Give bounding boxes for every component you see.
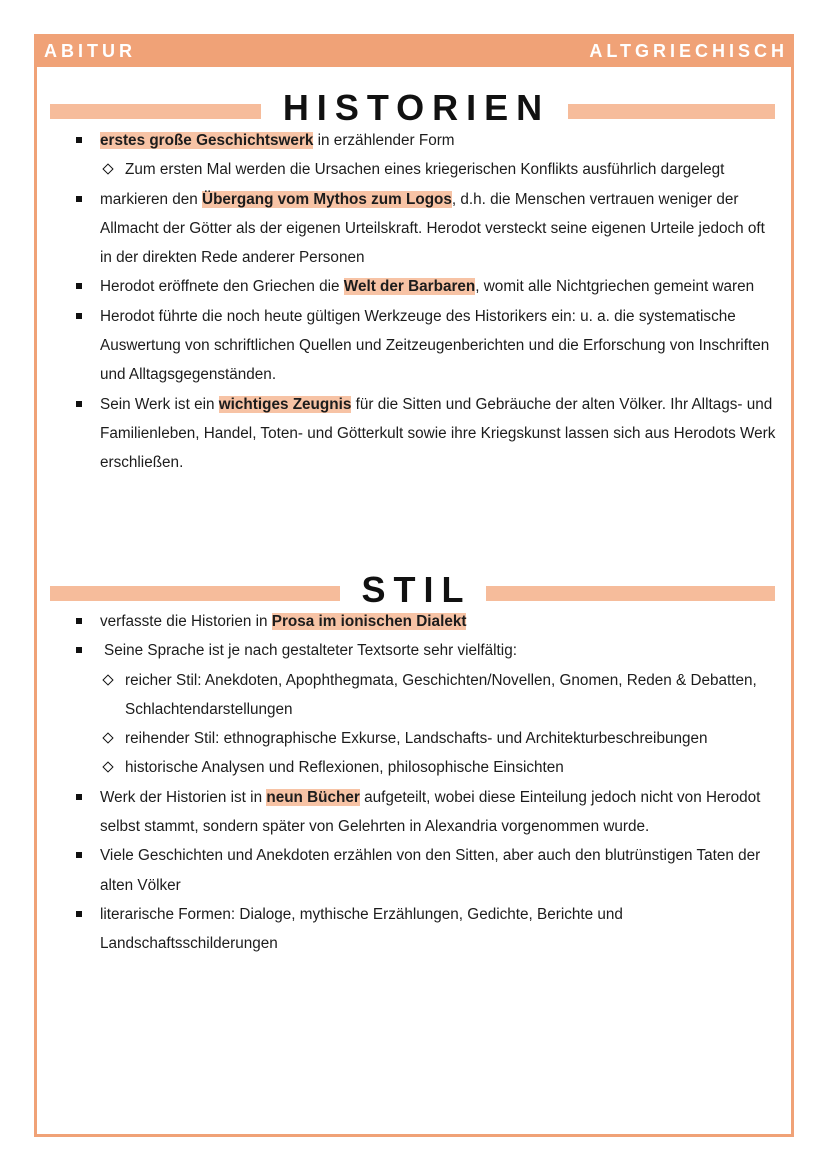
- header-bar: [34, 34, 794, 67]
- highlight-text: wichtiges Zeugnis: [218, 395, 352, 413]
- stil-list: [50, 607, 780, 959]
- historien-heading: [50, 88, 775, 128]
- list-item: Herodot eröffnete den Griechen die Welt der Barbaren, womit alle Nichtgriechen gemeint waren: [50, 272, 780, 301]
- list-item: literarische Formen: Dialoge, mythische Erzählungen, Gedichte, Berichte und Landschaftsschilderungen: [50, 900, 780, 959]
- stil-content: [50, 607, 780, 959]
- stil-heading: [50, 570, 775, 610]
- header-course-label: ALTGRIECHISCH: [589, 41, 788, 61]
- list-item: Seine Sprache ist je nach gestalteter Textsorte sehr vielfältig: reicher Stil: Anekdoten, Apophthegmata, Geschichten/Novellen, Gnomen, Reden & Debatten, Schlachtendarstellungen reihender Stil: ethnographische Exkurse, Landschafts- und Architekturbeschreibungen historische Analysen und Reflexionen, philosophische Einsichten: [50, 636, 780, 782]
- sub-list-item: Zum ersten Mal werden die Ursachen eines kriegerischen Konflikts ausführlich dargelegt: [100, 155, 780, 184]
- sub-list-item: reihender Stil: ethnographische Exkurse, Landschafts- und Architekturbeschreibungen: [100, 724, 780, 753]
- highlight-text: neun Bücher: [266, 788, 360, 806]
- stil-title: STIL: [340, 569, 486, 610]
- highlight-text: Welt der Barbaren: [343, 278, 476, 296]
- highlight-text: Übergang vom Mythos zum Logos: [202, 190, 452, 208]
- list-item: erstes große Geschichtswerk in erzählender Form Zum ersten Mal werden die Ursachen eines kriegerischen Konflikts ausführlich dargelegt: [50, 126, 780, 185]
- sub-list-item: historische Analysen und Reflexionen, philosophische Einsichten: [100, 753, 780, 782]
- historien-content: [50, 126, 780, 478]
- list-item: verfasste die Historien in Prosa im ionischen Dialekt: [50, 607, 780, 636]
- sub-list-item: reicher Stil: Anekdoten, Apophthegmata, Geschichten/Novellen, Gnomen, Reden & Debatten, Schlachtendarstellungen: [100, 666, 780, 725]
- highlight-text: erstes große Geschichtswerk: [100, 132, 314, 149]
- header-subject-label: ABITUR: [44, 41, 136, 61]
- list-item: markieren den Übergang vom Mythos zum Logos, d.h. die Menschen vertrauen weniger der Allmacht der Götter als der eigenen Urteilskraft. Herodot versteckt seine eigenen Urteile jedoch oft in der direkten Rede anderer Personen: [50, 185, 780, 273]
- list-item: Sein Werk ist ein wichtiges Zeugnis für die Sitten und Gebräuche der alten Völker. Ihr Alltags- und Familienleben, Handel, Toten- und Götterkult sowie ihre Kriegskunst lassen sich aus Herodots Werk erschließen.: [50, 390, 780, 478]
- historien-list: [50, 126, 780, 478]
- highlight-text: Prosa im ionischen Dialekt: [271, 613, 467, 630]
- list-item: Herodot führte die noch heute gültigen Werkzeuge des Historikers ein: u. a. die systematische Auswertung von schriftlichen Quellen und Zeitzeugenberichten und die Erforschung von Inschriften und Alltagsgegenständen.: [50, 302, 780, 390]
- historien-title: HISTORIEN: [261, 87, 564, 128]
- list-item: Werk der Historien ist in neun Bücher aufgeteilt, wobei diese Einteilung jedoch nicht von Herodot selbst stammt, sondern später von Gelehrten in Alexandria vorgenommen wurde.: [50, 783, 780, 842]
- list-item: Viele Geschichten und Anekdoten erzählen von den Sitten, aber auch den blutrünstigen Taten der alten Völker: [50, 841, 780, 900]
